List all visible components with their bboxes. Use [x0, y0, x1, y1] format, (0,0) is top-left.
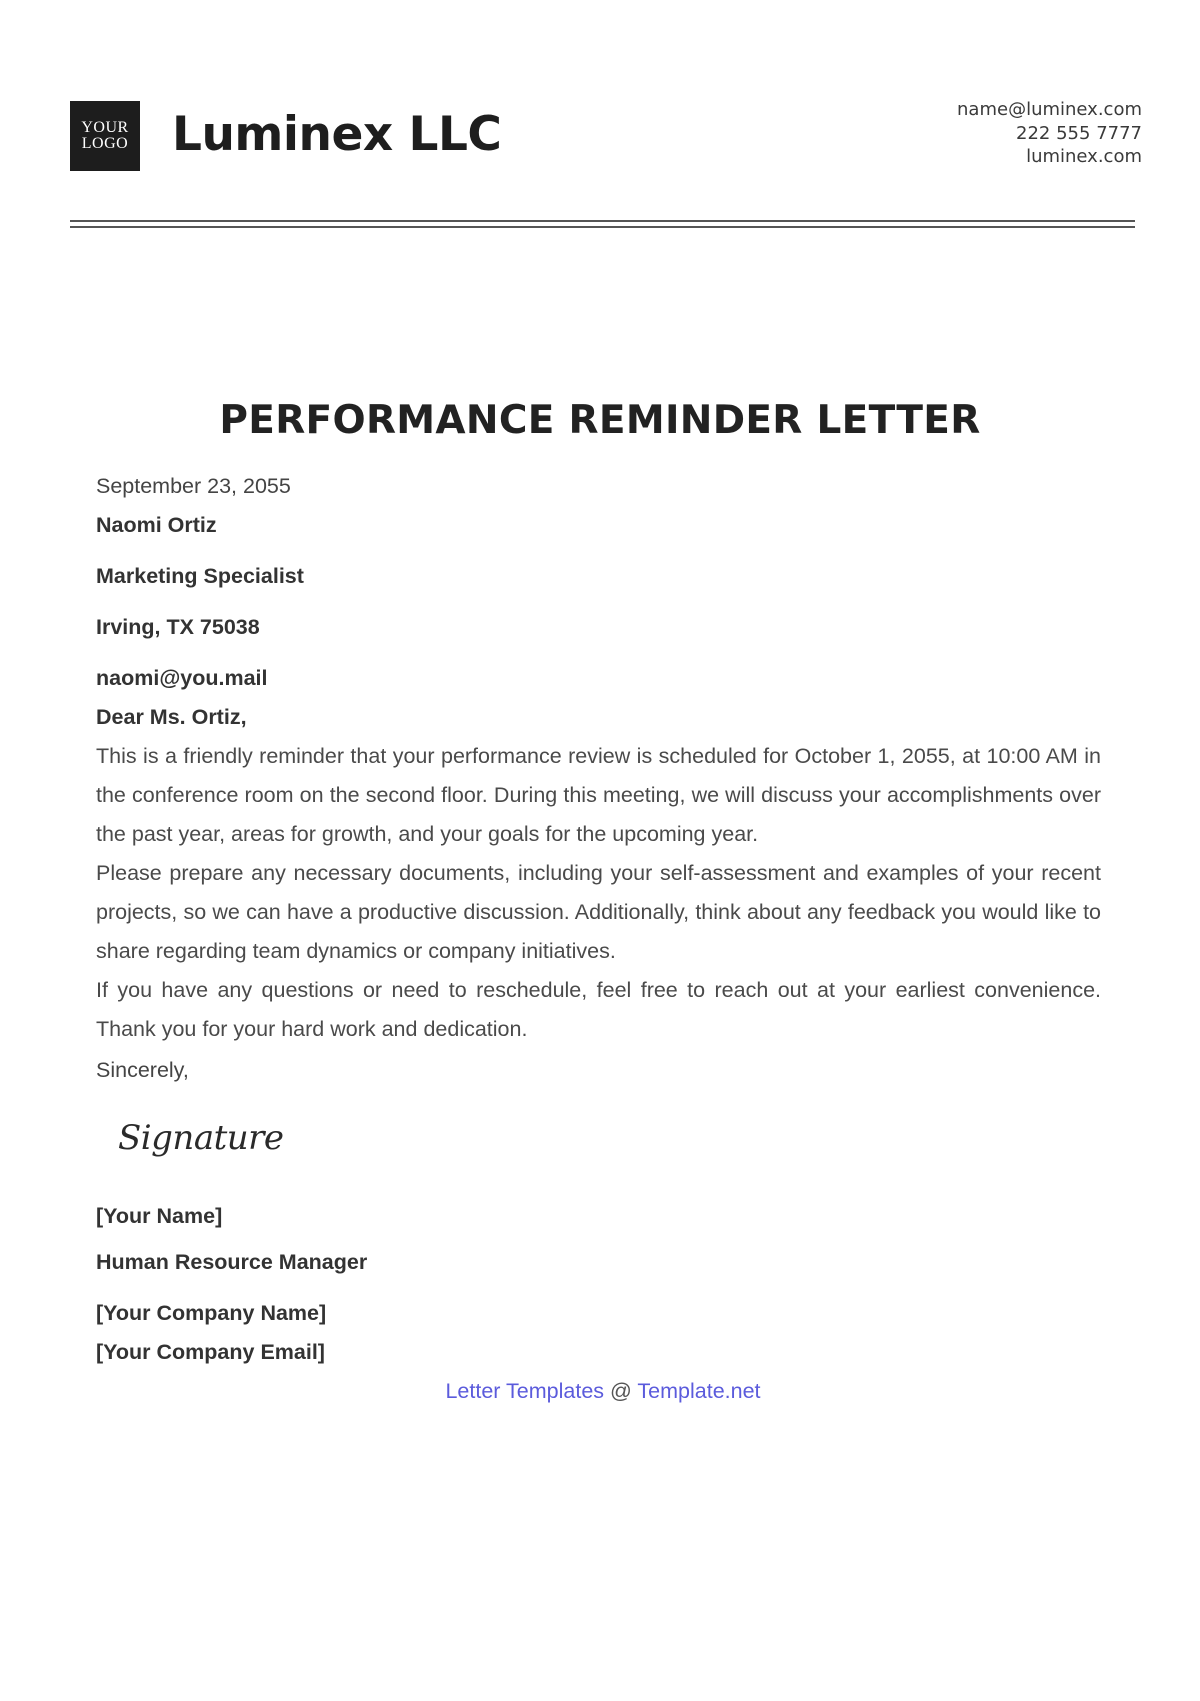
- footer-credit: [0, 1379, 1200, 1404]
- sender-title: Human Resource Manager: [96, 1250, 368, 1274]
- header-divider-top: [70, 220, 1135, 222]
- company-name: Luminex LLC: [172, 107, 502, 162]
- salutation: Dear Ms. Ortiz,: [96, 705, 247, 729]
- sender-name: [Your Name]: [96, 1204, 223, 1228]
- logo-text-line2: LOGO: [81, 135, 129, 152]
- closing: Sincerely,: [96, 1058, 189, 1082]
- recipient-email: naomi@you.mail: [96, 666, 268, 690]
- footer-separator: @: [604, 1379, 638, 1403]
- recipient-address: Irving, TX 75038: [96, 615, 260, 639]
- signature: Signature: [118, 1118, 284, 1158]
- company-email: name@luminex.com: [957, 99, 1142, 120]
- letter-date: September 23, 2055: [96, 474, 291, 498]
- logo-text-line1: YOUR: [81, 119, 129, 136]
- sender-company: [Your Company Name]: [96, 1301, 327, 1325]
- contact-block: [957, 98, 1142, 169]
- letter-templates-link[interactable]: Letter Templates: [445, 1379, 605, 1403]
- template-net-link[interactable]: Template.net: [637, 1379, 761, 1403]
- company-website: luminex.com: [1026, 146, 1142, 167]
- header-divider-bottom: [70, 226, 1135, 228]
- recipient-name: Naomi Ortiz: [96, 513, 217, 537]
- recipient-title: Marketing Specialist: [96, 564, 304, 588]
- company-logo: [70, 101, 140, 171]
- letter-title: PERFORMANCE REMINDER LETTER: [219, 398, 981, 443]
- body-paragraph-2: Please prepare any necessary documents, including your self-assessment and examples of your recent projects, so we can have a productive discussion. Additionally, think about any feedback you would like to share regarding team dynamics or company initiatives.: [96, 861, 1101, 963]
- body-paragraph-3: If you have any questions or need to reschedule, feel free to reach out at your earliest convenience. Thank you for your hard work and dedication.: [96, 978, 1101, 1041]
- body-paragraph-1: This is a friendly reminder that your performance review is scheduled for October 1, 2055, at 10:00 AM in the conference room on the second floor. During this meeting, we will discuss your accomplishments over the past year, areas for growth, and your goals for the upcoming year.: [96, 744, 1101, 846]
- company-phone: 222 555 7777: [1016, 122, 1142, 144]
- sender-email: [Your Company Email]: [96, 1340, 325, 1364]
